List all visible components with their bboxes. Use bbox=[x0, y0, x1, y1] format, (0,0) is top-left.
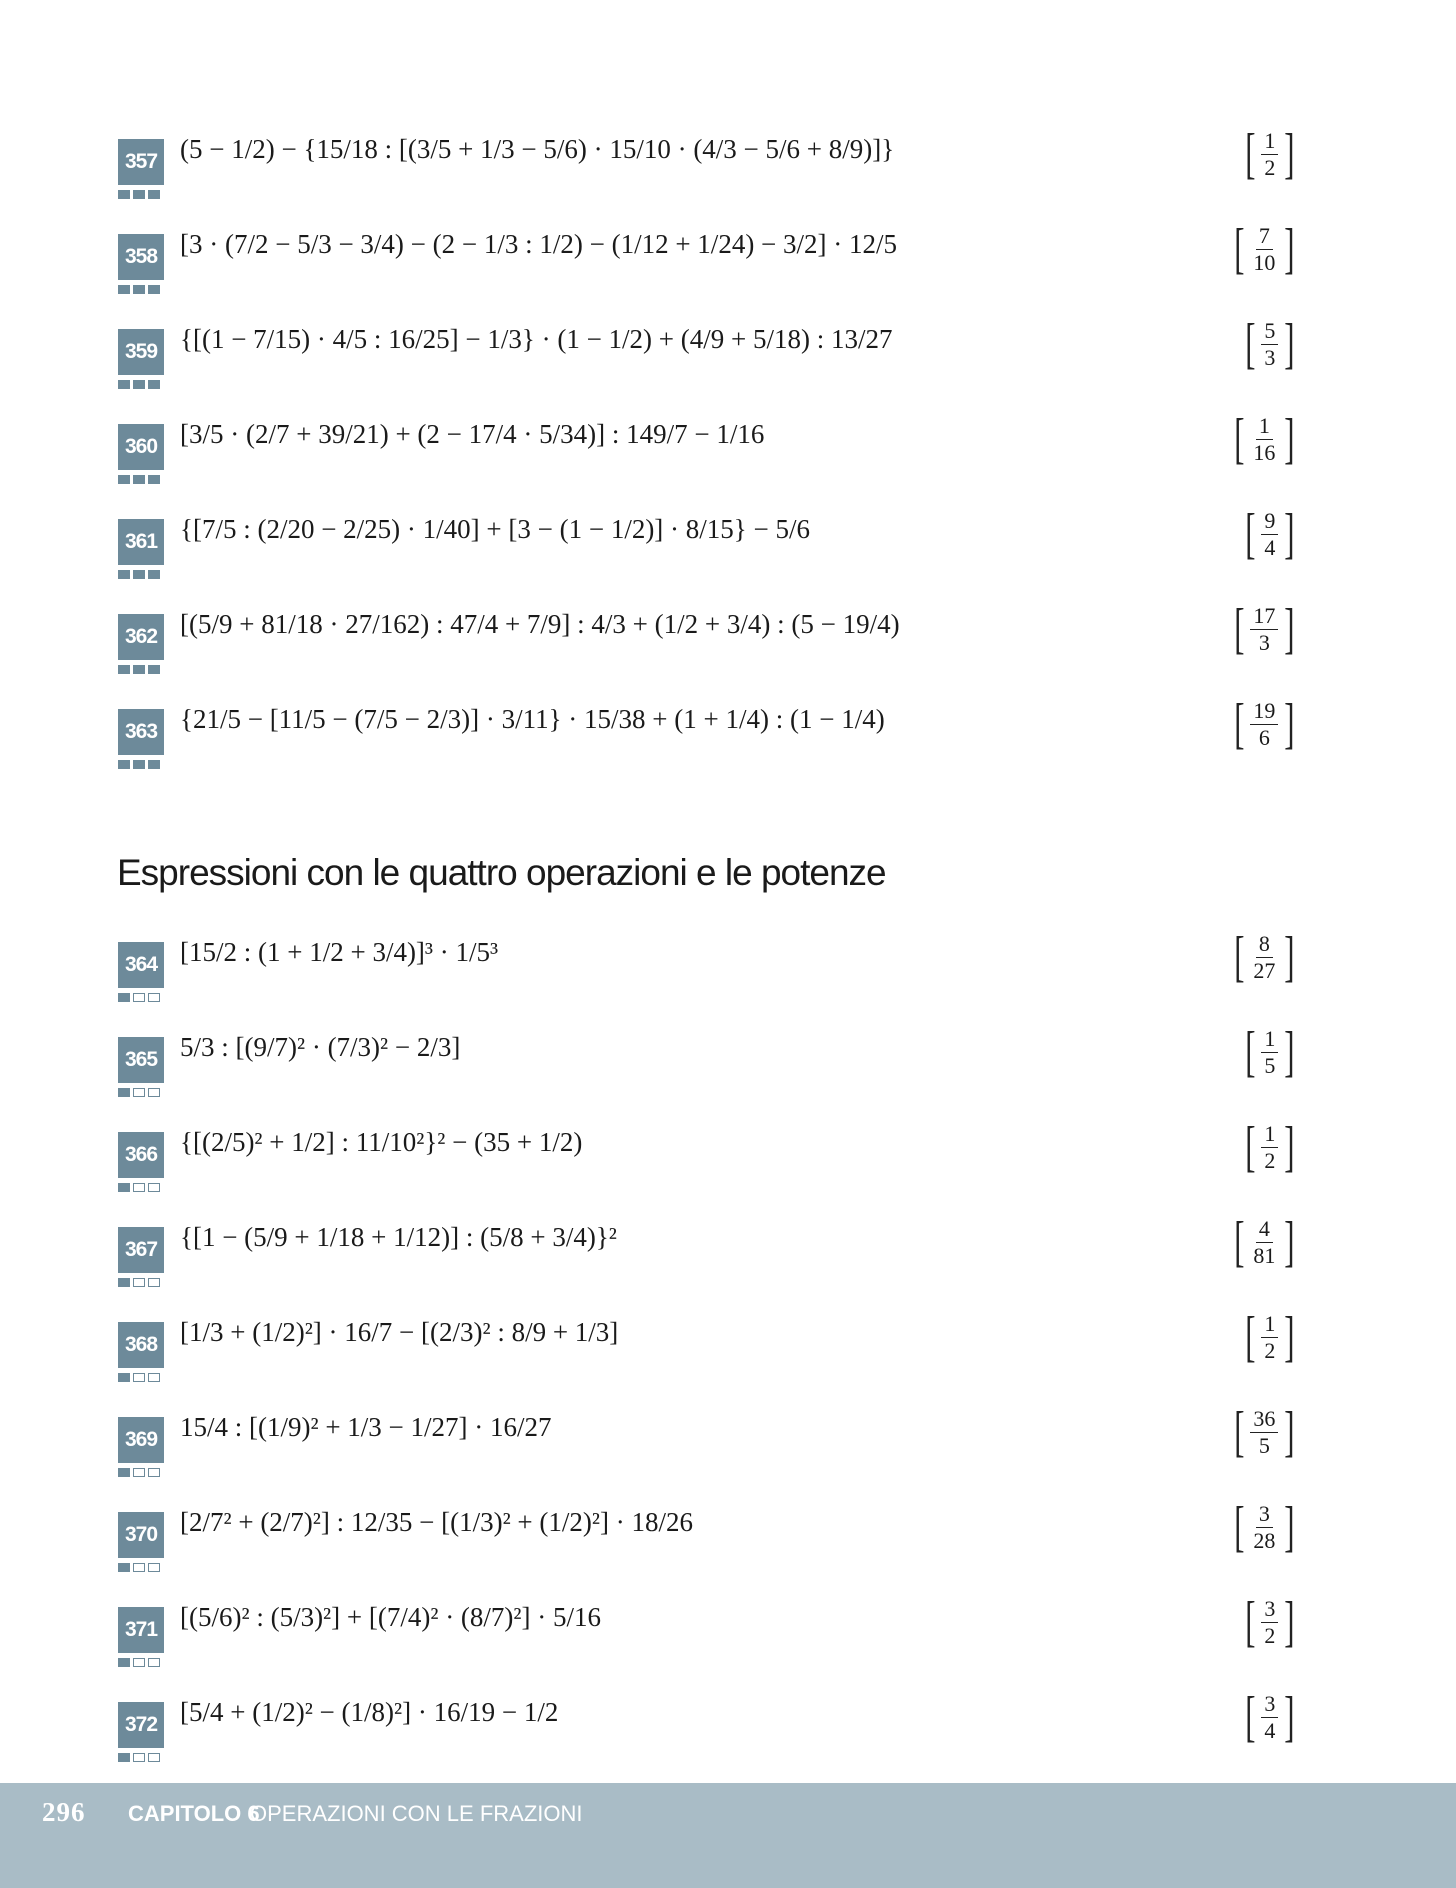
exercise-row bbox=[0, 1580, 1456, 1676]
difficulty-indicator bbox=[118, 1563, 160, 1572]
difficulty-indicator bbox=[118, 475, 160, 484]
answer: [ $\frac{19}{6}$ ] bbox=[1233, 693, 1295, 755]
exercise-row bbox=[0, 1485, 1456, 1581]
expression: 5/3 : [(9/7)² · (7/3)² − 2/3] bbox=[180, 1032, 461, 1062]
expression: [2/7² + (2/7)²] : 12/35 − [(1/3)² + (1/2)²] · 18/26 bbox=[180, 1507, 693, 1537]
exercise-number: 357 bbox=[118, 139, 164, 185]
exercise-number: 371 bbox=[118, 1607, 164, 1653]
exercise-row bbox=[0, 915, 1456, 1011]
difficulty-indicator bbox=[118, 1373, 160, 1382]
expression: [(5/9 + 81/18 · 27/162) : 47/4 + 7/9] : 4/3 + (1/2 + 3/4) : (5 − 19/4) bbox=[180, 609, 900, 639]
expression: {21/5 − [11/5 − (7/5 − 2/3)] · 3/11} · 15/38 + (1 + 1/4) : (1 − 1/4) bbox=[180, 704, 885, 734]
exercise-row bbox=[0, 1200, 1456, 1296]
answer: [ $\frac{3}{4}$ ] bbox=[1244, 1686, 1295, 1748]
exercise-number: 370 bbox=[118, 1512, 164, 1558]
exercise-row bbox=[0, 207, 1456, 303]
exercise-row bbox=[0, 587, 1456, 683]
expression: [1/3 + (1/2)²] · 16/7 − [(2/3)² : 8/9 + 1/3] bbox=[180, 1317, 619, 1347]
exercise-number: 368 bbox=[118, 1322, 164, 1368]
answer: [ $\frac{17}{3}$ ] bbox=[1233, 598, 1295, 660]
expression: [3/5 · (2/7 + 39/21) + (2 − 17/4 · 5/34)] : 149/7 − 1/16 bbox=[180, 419, 765, 449]
exercise-number: 369 bbox=[118, 1417, 164, 1463]
difficulty-indicator bbox=[118, 993, 160, 1002]
difficulty-indicator bbox=[118, 285, 160, 294]
exercise-number: 372 bbox=[118, 1702, 164, 1748]
difficulty-indicator bbox=[118, 1183, 160, 1192]
answer: [ $\frac{5}{3}$ ] bbox=[1244, 313, 1295, 375]
exercise-number: 364 bbox=[118, 942, 164, 988]
answer: [ $\frac{9}{4}$ ] bbox=[1244, 503, 1295, 565]
answer: [ $\frac{7}{10}$ ] bbox=[1233, 218, 1295, 280]
exercise-number: 359 bbox=[118, 329, 164, 375]
expression: [15/2 : (1 + 1/2 + 3/4)]³ · 1/5³ bbox=[180, 937, 499, 967]
difficulty-indicator bbox=[118, 1753, 160, 1762]
exercise-row bbox=[0, 1105, 1456, 1201]
exercise-row bbox=[0, 1390, 1456, 1486]
answer: [ $\frac{8}{27}$ ] bbox=[1233, 926, 1295, 988]
exercise-number: 361 bbox=[118, 519, 164, 565]
expression: (5 − 1/2) − {15/18 : [(3/5 + 1/3 − 5/6) · 15/10 · (4/3 − 5/6 + 8/9)]} bbox=[180, 134, 895, 164]
exercise-number: 365 bbox=[118, 1037, 164, 1083]
exercise-number: 358 bbox=[118, 234, 164, 280]
exercise-row bbox=[0, 682, 1456, 778]
exercise-row bbox=[0, 1010, 1456, 1106]
difficulty-indicator bbox=[118, 1278, 160, 1287]
expression: {[(1 − 7/15) · 4/5 : 16/25] − 1/3} · (1 − 1/2) + (4/9 + 5/18) : 13/27 bbox=[180, 324, 893, 354]
chapter-label: CAPITOLO 6 bbox=[128, 1801, 260, 1826]
expression: [5/4 + (1/2)² − (1/8)²] · 16/19 − 1/2 bbox=[180, 1697, 559, 1727]
exercise-number: 360 bbox=[118, 424, 164, 470]
exercise-number: 367 bbox=[118, 1227, 164, 1273]
difficulty-indicator bbox=[118, 380, 160, 389]
exercise-row bbox=[0, 1675, 1456, 1771]
exercise-number: 362 bbox=[118, 614, 164, 660]
expression: {[(2/5)² + 1/2] : 11/10²}² − (35 + 1/2) bbox=[180, 1127, 583, 1157]
difficulty-indicator bbox=[118, 570, 160, 579]
exercise-row bbox=[0, 302, 1456, 398]
answer: [ $\frac{3}{28}$ ] bbox=[1233, 1496, 1295, 1558]
expression: [3 · (7/2 − 5/3 − 3/4) − (2 − 1/3 : 1/2) − (1/12 + 1/24) − 3/2] · 12/5 bbox=[180, 229, 898, 259]
answer: [ $\frac{1}{2}$ ] bbox=[1244, 123, 1295, 185]
expression: [(5/6)² : (5/3)²] + [(7/4)² · (8/7)²] · 5/16 bbox=[180, 1602, 601, 1632]
difficulty-indicator bbox=[118, 1468, 160, 1477]
exercise-number: 366 bbox=[118, 1132, 164, 1178]
expression: {[1 − (5/9 + 1/18 + 1/12)] : (5/8 + 3/4)}² bbox=[180, 1222, 617, 1252]
chapter-title: OPERAZIONI CON LE FRAZIONI bbox=[250, 1801, 583, 1826]
difficulty-indicator bbox=[118, 1088, 160, 1097]
answer: [ $\frac{4}{81}$ ] bbox=[1233, 1211, 1295, 1273]
answer: [ $\frac{1}{2}$ ] bbox=[1244, 1306, 1295, 1368]
expression: {[7/5 : (2/20 − 2/25) · 1/40] + [3 − (1 − 1/2)] · 8/15} − 5/6 bbox=[180, 514, 810, 544]
exercise-number: 363 bbox=[118, 709, 164, 755]
difficulty-indicator bbox=[118, 1658, 160, 1667]
exercise-row bbox=[0, 112, 1456, 208]
difficulty-indicator bbox=[118, 190, 160, 199]
expression: 15/4 : [(1/9)² + 1/3 − 1/27] · 16/27 bbox=[180, 1412, 552, 1442]
answer: [ $\frac{3}{2}$ ] bbox=[1244, 1591, 1295, 1653]
answer: [ $\frac{1}{2}$ ] bbox=[1244, 1116, 1295, 1178]
answer: [ $\frac{1}{16}$ ] bbox=[1233, 408, 1295, 470]
difficulty-indicator bbox=[118, 760, 160, 769]
exercise-row bbox=[0, 397, 1456, 493]
exercise-row bbox=[0, 1295, 1456, 1391]
page-number: 296 bbox=[42, 1797, 86, 1827]
page-footer bbox=[0, 1783, 1456, 1888]
section-title: Espressioni con le quattro operazioni e le potenze bbox=[117, 852, 886, 893]
exercise-row bbox=[0, 492, 1456, 588]
answer: [ $\frac{36}{5}$ ] bbox=[1233, 1401, 1295, 1463]
difficulty-indicator bbox=[118, 665, 160, 674]
answer: [ $\frac{1}{5}$ ] bbox=[1244, 1021, 1295, 1083]
